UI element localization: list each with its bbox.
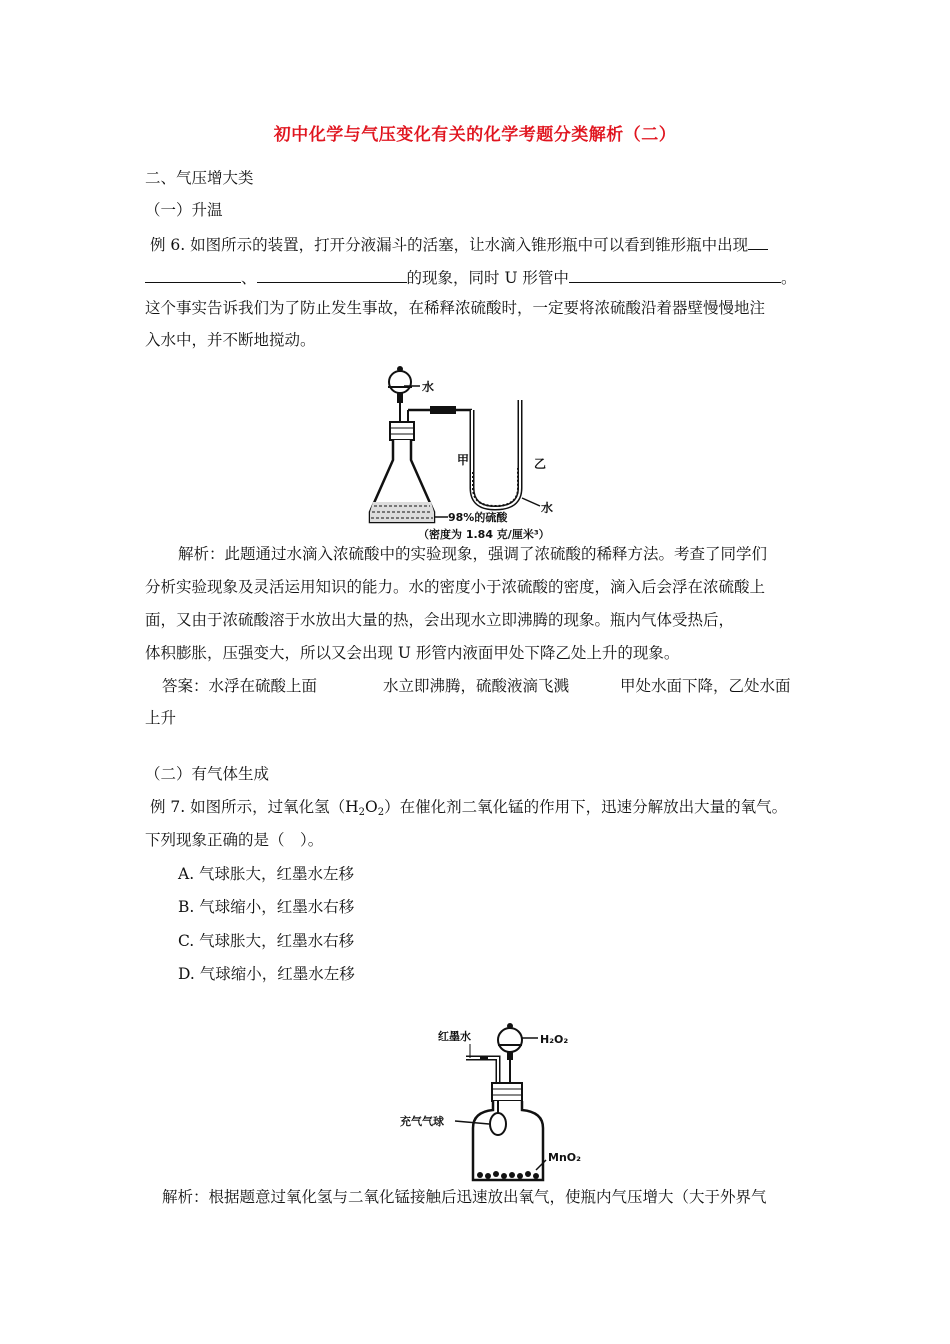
example-6-line-2: 、 的现象，同时 U 形管中 。 [145, 265, 796, 288]
label-h2o2: H₂O₂ [540, 1033, 569, 1046]
answer-blank [569, 265, 781, 283]
label-balloon: 充气气球 [400, 1115, 444, 1128]
red-ink-drop [480, 1056, 488, 1060]
example-6-text: 例 6. 如图所示的装置，打开分液漏斗的活塞，让水滴入锥形瓶中可以看到锥形瓶中出现 [150, 236, 749, 254]
label-density: （密度为 1.84 克/厘米³） [418, 528, 550, 541]
analysis-7-line-1: 解析：根据题意过氧化氢与二氧化锰接触后迅速放出氧气，使瓶内气压增大（大于外界气 [162, 1188, 767, 1206]
option-b: B. 气球缩小，红墨水右移 [178, 898, 355, 916]
analysis-6-line-4: 体积膨胀，压强变大，所以又会出现 U 形管内液面甲处下降乙处上升的现象。 [145, 644, 680, 662]
example-6-line-1 [150, 232, 768, 255]
inflated-balloon [490, 1113, 506, 1135]
answer-blank [748, 232, 768, 250]
example-6-line-4: 入水中，并不断地搅动。 [145, 331, 316, 349]
option-a: A. 气球胀大，红墨水左移 [178, 865, 355, 883]
figure-flask-u-tube [360, 360, 590, 545]
label-water-bottom: 水 [541, 501, 554, 515]
label-yi: 乙 [534, 457, 547, 471]
u-tube [472, 400, 520, 508]
answer-blank [257, 265, 407, 283]
subsection-heading-2: （二）有气体生成 [145, 765, 270, 783]
u-tube-water [473, 468, 518, 506]
analysis-6-line-3: 面，又由于浓硫酸溶于水放出大量的热，会出现水立即沸腾的现象。瓶内气体受热后， [145, 611, 735, 629]
analysis-6-line-1: 解析：此题通过水滴入浓硫酸中的实验现象，强调了浓硫酸的稀释方法。考查了同学们 [178, 545, 768, 563]
option-d: D. 气球缩小，红墨水左移 [178, 965, 355, 983]
rubber-connector [430, 406, 456, 414]
subsection-heading: （一）升温 [145, 201, 223, 219]
funnel-stopper [397, 366, 403, 372]
rubber-stopper [390, 422, 414, 440]
example-6-line-3: 这个事实告诉我们为了防止发生事故，在稀释浓硫酸时，一定要将浓硫酸沿着器壁慢慢地注 [145, 299, 766, 317]
page-title: 初中化学与气压变化有关的化学考题分类解析（二） [273, 125, 677, 145]
section-heading: 二、气压增大类 [145, 169, 254, 187]
label-water-top: 水 [422, 380, 435, 394]
wide-mouth-bottle [473, 1101, 543, 1180]
example-7-line-2: 下列现象正确的是（ ）。 [145, 831, 324, 849]
funnel-stopcock [397, 393, 403, 403]
answer-6-part-3: 甲处水面下降，乙处水面 [620, 677, 791, 695]
funnel-bulb [498, 1028, 522, 1052]
rubber-stopper [492, 1083, 522, 1101]
label-mno2: MnO₂ [548, 1151, 581, 1164]
analysis-6-line-2: 分析实验现象及灵活运用知识的能力。水的密度小于浓硫酸的密度，滴入后会浮在浓硫酸上 [145, 578, 766, 596]
label-acid: 98%的硫酸 [448, 511, 508, 524]
label-jia: 甲 [457, 453, 470, 467]
answer-6-part-4: 上升 [145, 709, 177, 727]
example-7-line-1: 例 7. 如图所示，过氧化氢$(H_2O_2)$在催化剂二氧化锰的作用下，迅速分解放出大量的氧气。 [150, 798, 788, 818]
answer-blank [145, 265, 241, 283]
funnel-stopcock [507, 1052, 513, 1060]
funnel-stopper [507, 1023, 513, 1029]
answer-6-part-1: 答案：水浮在硫酸上面 [162, 677, 318, 695]
label-red-ink: 红墨水 [438, 1030, 471, 1043]
figure-bottle-balloon [400, 1018, 600, 1183]
option-c: C. 气球胀大，红墨水右移 [178, 932, 355, 950]
answer-6-part-2: 水立即沸腾，硫酸液滴飞溅 [383, 677, 570, 695]
funnel-bulb [389, 371, 411, 393]
